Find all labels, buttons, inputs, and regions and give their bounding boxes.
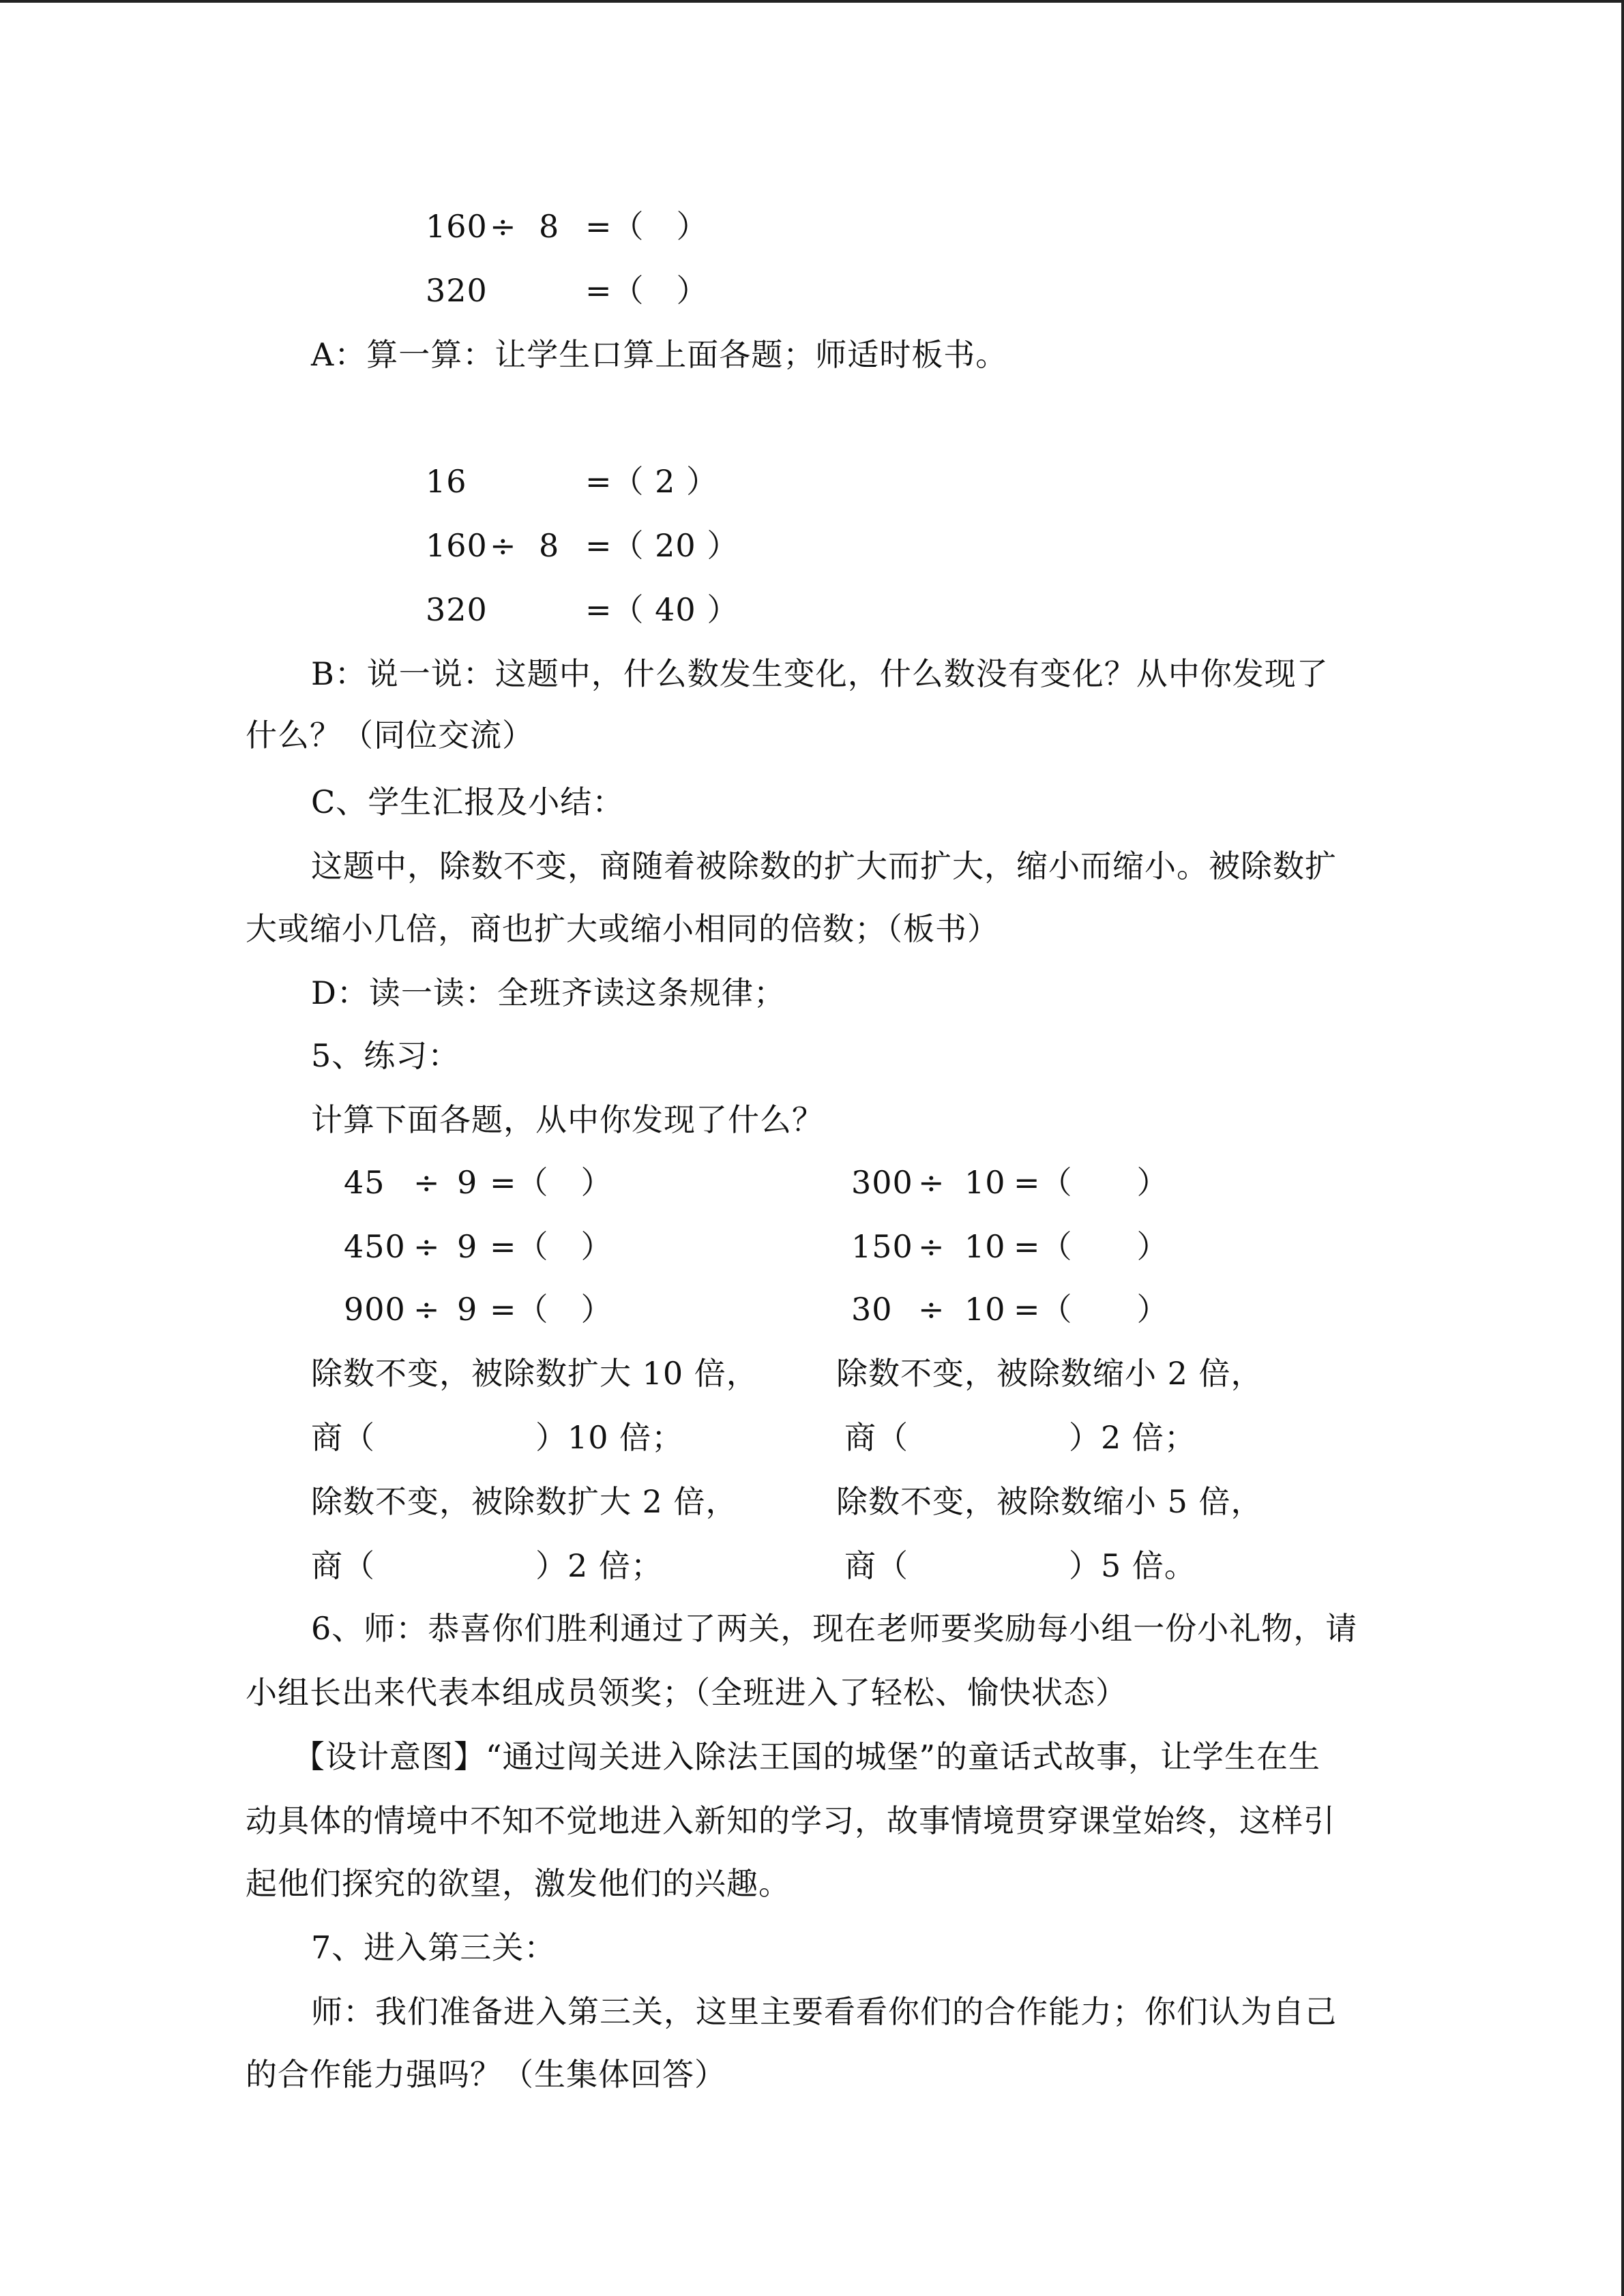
summary-line1: 这题中，除数不变，商随着被除数的扩大而扩大，缩小而缩小。被除数扩 bbox=[311, 848, 1337, 884]
eq-ans-2-op: ÷ bbox=[490, 527, 517, 564]
design-line1: 【设计意图】“通过闯关进入除法王国的城堡”的童话式故事，让学生在生 bbox=[293, 1738, 1321, 1775]
eq-ans-2-divisor: 8 bbox=[539, 527, 560, 564]
practice-left-1-dividend: 45 bbox=[344, 1164, 385, 1201]
practice-prompt: 计算下面各题，从中你发现了什么？ bbox=[311, 1101, 824, 1138]
eq-ans-1-dividend: 16 bbox=[426, 463, 467, 500]
page-right-border bbox=[1621, 0, 1624, 2296]
fill-left-2: 商（ ）10 倍； bbox=[311, 1419, 684, 1456]
fill-left-4: 商（ ）2 倍； bbox=[311, 1547, 663, 1584]
practice-left-1-divisor: 9 bbox=[457, 1164, 478, 1201]
eq-top-2-dividend: 320 bbox=[426, 272, 488, 309]
summary-line2: 大或缩小几倍，商也扩大或缩小相同的倍数；（板书） bbox=[246, 910, 999, 947]
practice-left-2-op: ÷ bbox=[413, 1228, 441, 1265]
practice-left-1-op: ÷ bbox=[413, 1164, 441, 1201]
practice-left-3-divisor: 9 bbox=[457, 1291, 478, 1328]
practice-left-2-result: =（ ） bbox=[490, 1228, 613, 1265]
fill-right-2: 商（ ）2 倍； bbox=[844, 1419, 1196, 1456]
practice-right-2-op: ÷ bbox=[918, 1228, 945, 1265]
eq-top-1-op: ÷ bbox=[490, 208, 517, 245]
step-b-line2: 什么？（同位交流） bbox=[246, 717, 534, 754]
practice-right-2-result: =（ ） bbox=[1014, 1228, 1169, 1265]
eq-ans-2-result: =（ 20 ） bbox=[585, 527, 739, 564]
practice-right-1-dividend: 300 bbox=[851, 1164, 913, 1201]
eq-top-1-result: =（ ） bbox=[585, 208, 709, 245]
practice-left-2-divisor: 9 bbox=[457, 1228, 478, 1265]
practice-right-1-op: ÷ bbox=[918, 1164, 945, 1201]
practice-right-2-divisor: 10 bbox=[964, 1228, 1006, 1265]
practice-right-1-result: =（ ） bbox=[1014, 1164, 1169, 1201]
practice-right-3-divisor: 10 bbox=[964, 1291, 1006, 1328]
practice-right-2-dividend: 150 bbox=[851, 1228, 913, 1265]
item6-line1: 6、师：恭喜你们胜利通过了两关，现在老师要奖励每小组一份小礼物，请 bbox=[311, 1610, 1358, 1647]
practice-left-3-result: =（ ） bbox=[490, 1291, 613, 1328]
eq-top-2-result: =（ ） bbox=[585, 272, 709, 309]
step-a: A：算一算：让学生口算上面各题；师适时板书。 bbox=[311, 336, 1008, 373]
practice-right-3-op: ÷ bbox=[918, 1291, 945, 1328]
practice-right-3-dividend: 30 bbox=[851, 1291, 893, 1328]
practice-right-3-result: =（ ） bbox=[1014, 1291, 1169, 1328]
fill-left-3: 除数不变，被除数扩大 2 倍， bbox=[311, 1483, 738, 1520]
fill-left-1: 除数不变，被除数扩大 10 倍， bbox=[311, 1355, 758, 1392]
item6-line2: 小组长出来代表本组成员领奖；（全班进入了轻松、愉快状态） bbox=[246, 1674, 1127, 1711]
step-b-line1: B：说一说：这题中，什么数发生变化，什么数没有变化？从中你发现了 bbox=[311, 655, 1329, 692]
design-line2: 动具体的情境中不知不觉地进入新知的学习，故事情境贯穿课堂始终，这样引 bbox=[246, 1802, 1335, 1839]
practice-right-1-divisor: 10 bbox=[964, 1164, 1006, 1201]
fill-right-3: 除数不变，被除数缩小 5 倍， bbox=[836, 1483, 1263, 1520]
practice-left-2-dividend: 450 bbox=[344, 1228, 406, 1265]
step-c: C、学生汇报及小结： bbox=[311, 784, 625, 820]
teacher-line1: 师：我们准备进入第三关，这里主要看看你们的合作能力；你们认为自己 bbox=[311, 1993, 1337, 2030]
practice-left-3-dividend: 900 bbox=[344, 1291, 406, 1328]
eq-top-1-dividend: 160 bbox=[426, 208, 488, 245]
practice-left-3-op: ÷ bbox=[413, 1291, 441, 1328]
step-d: D：读一读：全班齐读这条规律； bbox=[311, 974, 786, 1011]
item7: 7、进入第三关： bbox=[311, 1929, 557, 1966]
fill-right-1: 除数不变，被除数缩小 2 倍， bbox=[836, 1355, 1263, 1392]
fill-right-4: 商（ ）5 倍。 bbox=[844, 1547, 1196, 1584]
teacher-line2: 的合作能力强吗？（生集体回答） bbox=[246, 2056, 726, 2093]
page-top-border bbox=[0, 0, 1624, 3]
eq-top-1-divisor: 8 bbox=[539, 208, 560, 245]
practice-left-1-result: =（ ） bbox=[490, 1164, 613, 1201]
practice-heading: 5、练习： bbox=[311, 1037, 460, 1074]
eq-ans-3-result: =（ 40 ） bbox=[585, 591, 739, 628]
eq-ans-3-dividend: 320 bbox=[426, 591, 488, 628]
eq-ans-2-dividend: 160 bbox=[426, 527, 488, 564]
design-line3: 起他们探究的欲望，激发他们的兴趣。 bbox=[246, 1865, 791, 1902]
eq-ans-1-result: =（ 2 ） bbox=[585, 463, 719, 500]
